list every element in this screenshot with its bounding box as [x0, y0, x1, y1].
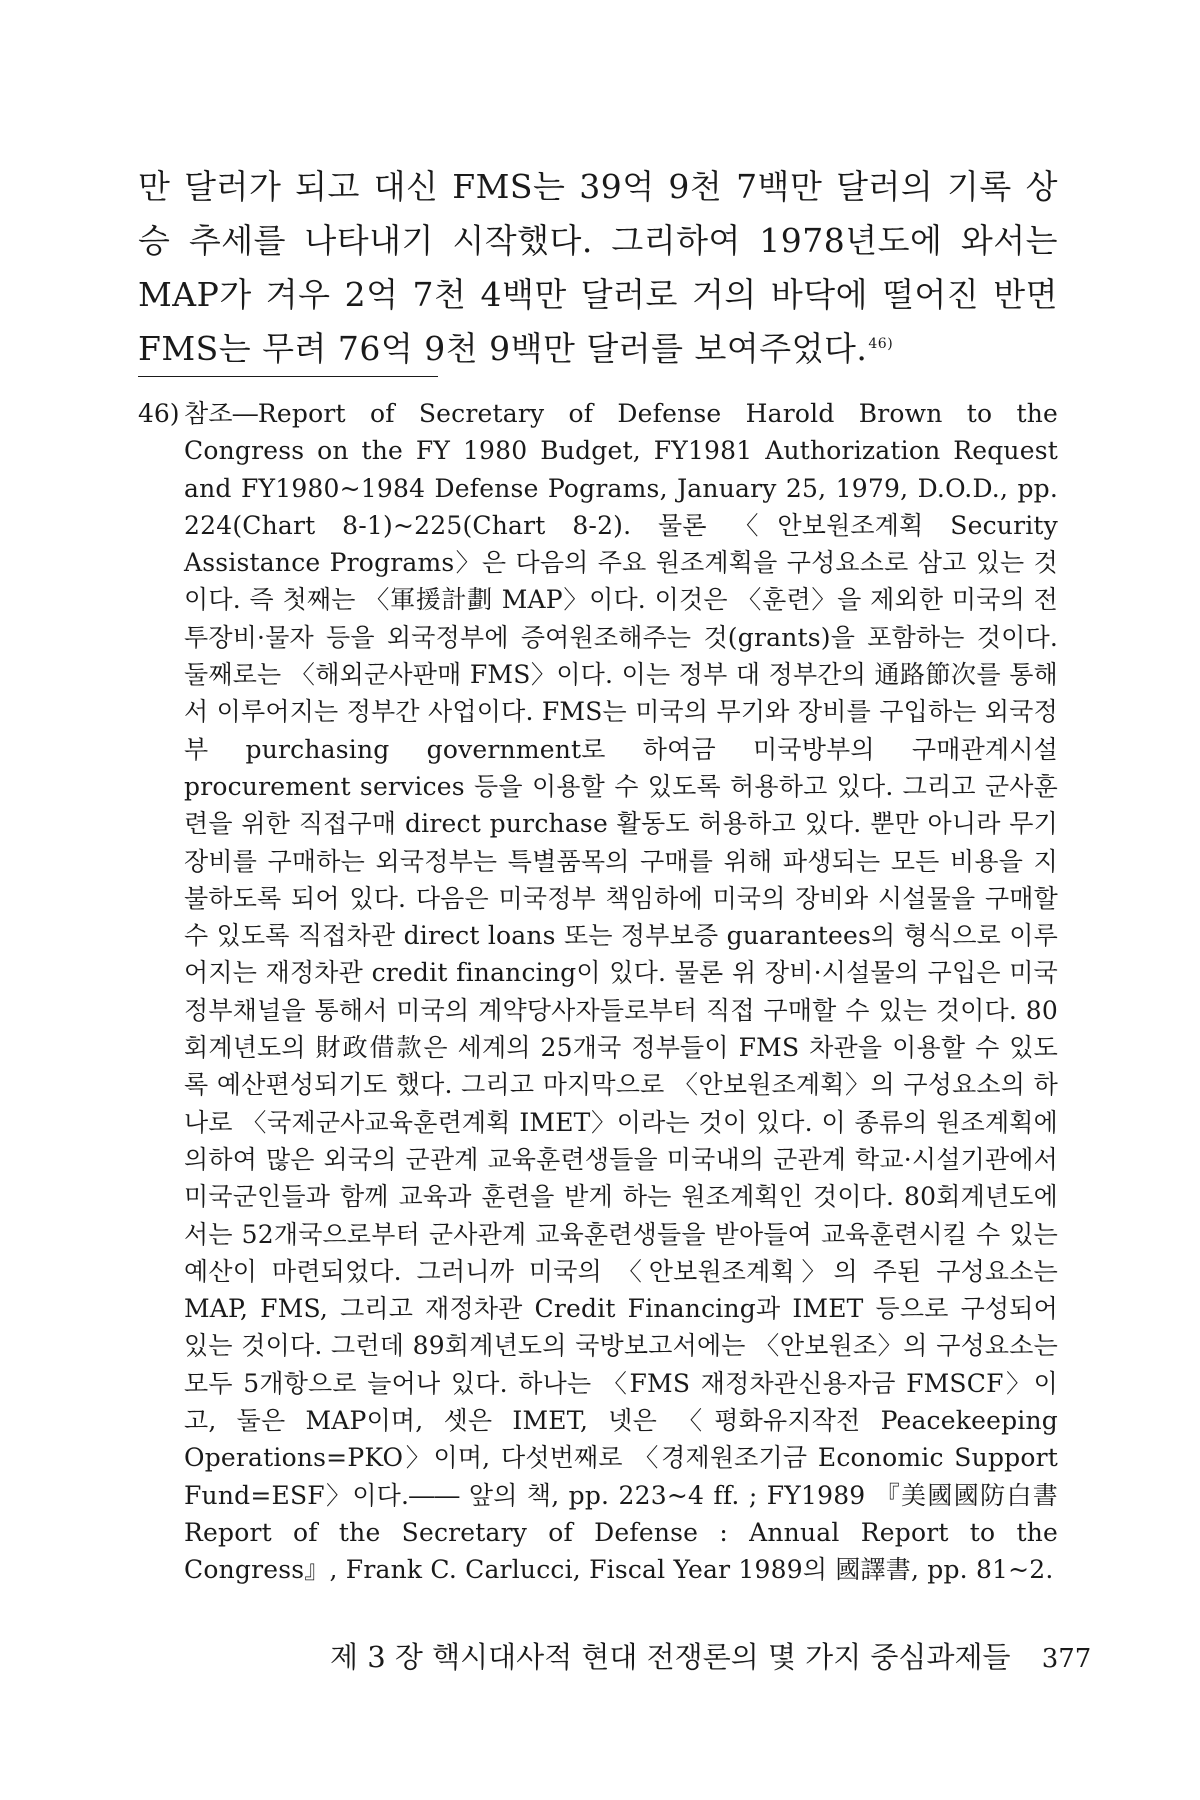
footnote-text: 참조―Report of Secretary of Defense Harold Brown to the Congress on the FY 1980 Budget, FY1981 Authorization Request and FY1980~1984 Defense Pograms, January 25, 1979, D.O.D., pp. 224(Chart 8-1)~225(Chart 8-2). 물론 〈안보원조계획 Security Assistance Programs〉은 다음의 주요 원조계획을 구성요소로 삼고 있는 것이다. 즉 첫째는 〈軍援計劃 MAP〉이다. 이것은 〈훈련〉을 제외한 미국의 전투장비·물자 등을 외국정부에 증여원조해주는 것(grants)을 포함하는 것이다. 둘째로는 〈해외군사판매 FMS〉이다. 이는 정부 대 정부간의 通路節次를 통해서 이루어지는 정부간 사업이다. FMS는 미국의 무기와 장비를 구입하는 외국정부 purchasing government로 하여금 미국방부의 구매관계시설 procurement services 등을 이용할 수 있도록 허용하고 있다. 그리고 군사훈련을 위한 직접구매 direct purchase 활동도 허용하고 있다. 뿐만 아니라 무기장비를 구매하는 외국정부는 특별품목의 구매를 위해 파생되는 모든 비용을 지불하도록 되어 있다. 다음은 미국정부 책임하에 미국의 장비와 시설물을 구매할 수 있도록 직접차관 direct loans 또는 정부보증 guarantees의 형식으로 이루어지는 재정차관 credit financing이 있다. 물론 위 장비·시설물의 구입은 미국정부채널을 통해서 미국의 계약당사자들로부터 직접 구매할 수 있는 것이다. 80회계년도의 財政借款은 세계의 25개국 정부들이 FMS 차관을 이용할 수 있도록 예산편성되기도 했다. 그리고 마지막으로 〈안보원조계획〉의 구성요소의 하나로 〈국제군사교육훈련계획 IMET〉이라는 것이 있다. 이 종류의 원조계획에 의하여 많은 외국의 군관계 교육훈련생들을 미국내의 군관계 학교·시설기관에서 미국군인들과 함께 교육과 훈련을 받게 하는 원조계획인 것이다. 80회계년도에서는 52개국으로부터 군사관계 교육훈련생들을 받아들여 교육훈련시킬 수 있는 예산이 마련되었다. 그러니까 미국의 〈안보원조계획〉의 주된 구성요소는 MAP, FMS, 그리고 재정차관 Credit Financing과 IMET 등으로 구성되어 있는 것이다. 그런데 89회계년도의 국방보고서에는 〈안보원조〉의 구성요소는 모두 5개항으로 늘어나 있다. 하나는 〈FMS 재정차관신용자금 FMSCF〉이고, 둘은 MAP이며, 셋은 IMET, 넷은 〈평화유지작전 Peacekeeping Operations=PKO〉이며, 다섯번째로 〈경제원조기금 Economic Support Fund=ESF〉이다.―― 앞의 책, pp. 223~4 ff. ; FY1989 『美國國防白書 Report of the Secretary of Defense : Annual Report to the Congress』, Frank C. Carlucci, Fiscal Year 1989의 國譯書, pp. 81~2.: [184, 399, 1058, 1585]
page-footer: [330, 1637, 1092, 1679]
body-paragraph: [138, 160, 1058, 376]
footnote-divider: [138, 376, 438, 377]
footnote-reference-mark: 46): [868, 336, 894, 352]
footnote-number: 46): [138, 399, 180, 428]
footnote-46: [138, 395, 1058, 1589]
body-paragraph-text: 만 달러가 되고 대신 FMS는 39억 9천 7백만 달러의 기록 상승 추세를 나타내기 시작했다. 그리하여 1978년도에 와서는 MAP가 겨우 2억 7천 4백만 달러로 거의 바닥에 떨어진 반면 FMS는 무려 76억 9천 9백만 달러를 보여주었다.: [138, 167, 1058, 368]
running-title: 제 3 장 핵시대사적 현대 전쟁론의 몇 가지 중심과제들: [330, 1640, 1011, 1674]
page-number: 377: [1041, 1644, 1092, 1674]
